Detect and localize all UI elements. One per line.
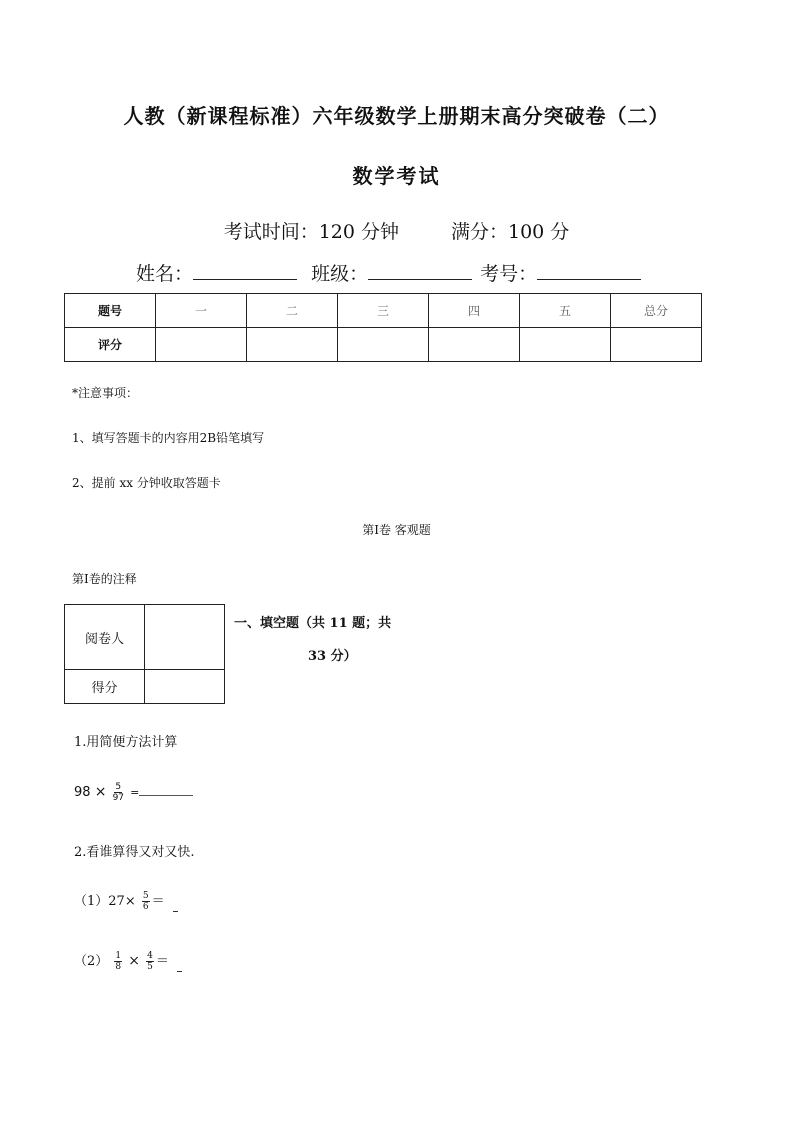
multiply-sign: × xyxy=(94,784,107,800)
question-2-part-2 xyxy=(74,950,182,972)
section-title: 第Ⅰ卷 客观题 xyxy=(362,523,431,537)
fraction xyxy=(142,891,150,912)
note-item: 2、提前 xx 分钟收取答题卡 xyxy=(72,476,221,490)
column-header: 五 xyxy=(520,294,611,328)
score-table-score-row xyxy=(65,328,702,362)
denominator: 97 xyxy=(112,793,125,803)
page-title: 人教（新课程标准）六年级数学上册期末高分突破卷（二） xyxy=(123,104,670,128)
q2-part2-label: （2） xyxy=(74,954,109,969)
question-2-part-1 xyxy=(74,890,178,912)
multiply-sign: × xyxy=(128,953,141,969)
answer-blank[interactable] xyxy=(139,783,193,796)
column-header: 三 xyxy=(338,294,429,328)
exam-time: 考试时间：120 分钟 xyxy=(223,221,399,243)
full-score: 满分：100 分 xyxy=(451,221,570,243)
score-cell[interactable] xyxy=(156,328,247,362)
number-field[interactable] xyxy=(537,262,641,280)
class-label: 班级： xyxy=(311,263,369,285)
q1-lhs: 98 xyxy=(74,785,91,800)
score-cell[interactable] xyxy=(247,328,338,362)
answer-blank[interactable] xyxy=(173,899,178,912)
equals-sign: ＝ xyxy=(155,954,169,969)
exam-time-score-line xyxy=(0,217,793,244)
score-table-header-row xyxy=(65,294,702,328)
name-label: 姓名： xyxy=(136,263,194,285)
denominator: 8 xyxy=(115,962,122,972)
part1-heading: 一、填空题（共 11 题；共 xyxy=(234,616,392,631)
equals-sign: ＝ xyxy=(151,894,165,909)
reviewer-label: 阅卷人 xyxy=(65,605,145,670)
score-table xyxy=(64,293,702,362)
section-comment: 第Ⅰ卷的注释 xyxy=(72,572,137,586)
q2-part1-label: （1）27× xyxy=(74,894,136,909)
notes-heading: *注意事项： xyxy=(72,386,139,400)
student-info-line xyxy=(136,259,649,286)
column-header-total: 总分 xyxy=(611,294,702,328)
question-1-expression xyxy=(74,782,193,803)
fraction xyxy=(114,951,122,972)
denominator: 6 xyxy=(142,902,149,912)
column-header: 二 xyxy=(247,294,338,328)
score-cell[interactable] xyxy=(520,328,611,362)
numerator: 5 xyxy=(142,891,149,901)
score-cell-total[interactable] xyxy=(611,328,702,362)
numerator: 1 xyxy=(115,951,122,961)
reviewer-cell[interactable] xyxy=(145,605,225,670)
question-2-text: 2.看谁算得又对又快. xyxy=(74,845,195,860)
column-header: 一 xyxy=(156,294,247,328)
score-cell[interactable] xyxy=(429,328,520,362)
grader-table xyxy=(64,604,225,704)
denominator: 5 xyxy=(147,962,153,972)
question-1-text: 1.用简便方法计算 xyxy=(74,735,178,750)
row-header-score: 评分 xyxy=(65,328,156,362)
note-item: 1、填写答题卡的内容用2B铅笔填写 xyxy=(72,431,265,445)
fraction xyxy=(146,951,154,972)
grader-score-cell[interactable] xyxy=(145,670,225,704)
grader-score-label: 得分 xyxy=(65,670,145,704)
row-header-question-number: 题号 xyxy=(65,294,156,328)
answer-blank[interactable] xyxy=(177,959,182,972)
fraction xyxy=(113,782,124,803)
numerator: 5 xyxy=(115,782,122,792)
class-field[interactable] xyxy=(368,262,472,280)
column-header: 四 xyxy=(429,294,520,328)
score-cell[interactable] xyxy=(338,328,429,362)
number-label: 考号： xyxy=(480,263,538,285)
numerator: 4 xyxy=(147,951,153,961)
equals-sign: = xyxy=(130,786,140,799)
part1-heading-points: 33 分） xyxy=(308,649,357,664)
exam-subtitle: 数学考试 xyxy=(352,164,441,188)
name-field[interactable] xyxy=(193,262,297,280)
